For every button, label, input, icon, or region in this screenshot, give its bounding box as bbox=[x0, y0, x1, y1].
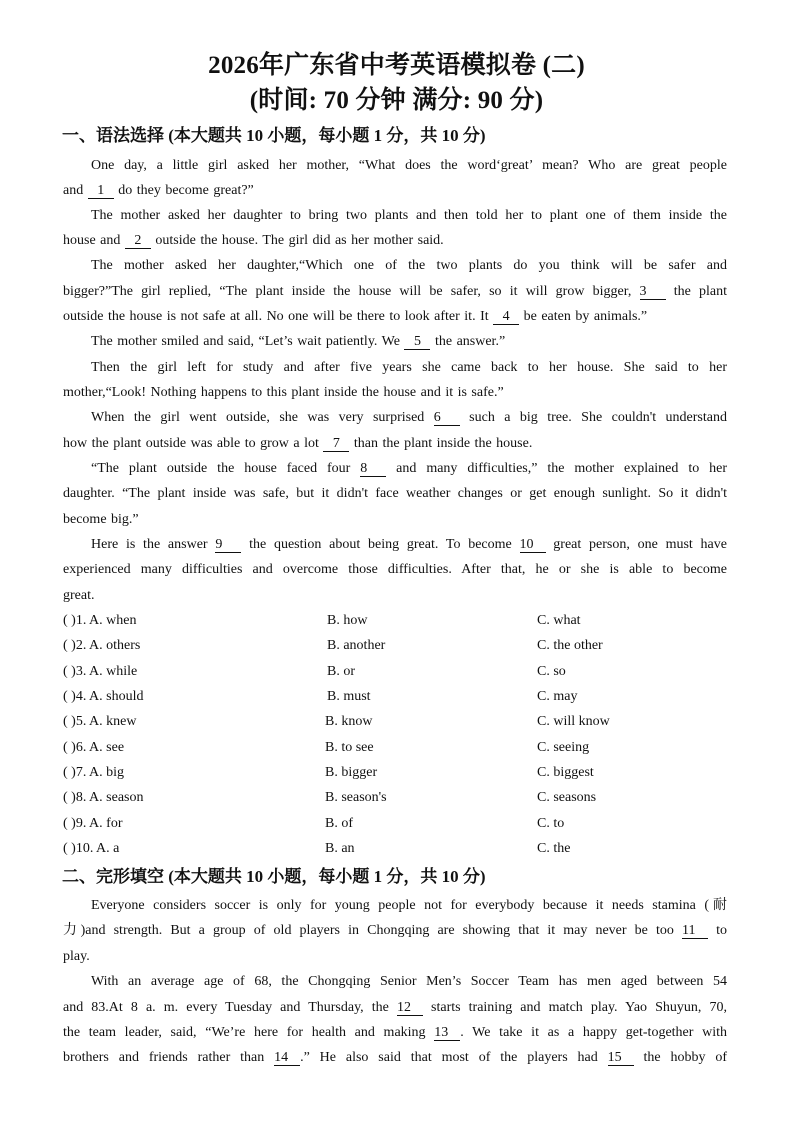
option-c: C. may bbox=[537, 689, 578, 704]
section2-heading: 二、完形填空 (本大题共 10 小题，每小题 1 分，共 10 分) bbox=[62, 867, 486, 886]
blank-7: 7 bbox=[323, 436, 349, 452]
blank-2: 2 bbox=[125, 233, 151, 249]
option-a: ( )6. A. see bbox=[63, 740, 125, 755]
passage1-line: how the plant outside was able to grow a lot 7 than the plant inside the house. bbox=[63, 436, 533, 451]
option-c: C. biggest bbox=[537, 765, 594, 780]
passage1-line: outside the house is not safe at all. No one will be there to look after it. It 4 be eaten by animals.” bbox=[63, 309, 648, 324]
passage1-line: “The plant outside the house faced four 8 and many difficulties,” the mother explained to her bbox=[91, 461, 728, 476]
passage2-line: play. bbox=[63, 949, 90, 964]
option-a: ( )2. A. others bbox=[63, 638, 141, 653]
passage1-line: become big.” bbox=[63, 512, 139, 527]
option-b: B. season's bbox=[325, 790, 387, 805]
option-b: B. of bbox=[325, 816, 353, 831]
blank-13: 13 bbox=[434, 1025, 460, 1041]
blank-6: 6 bbox=[434, 410, 460, 426]
blank-10: 10 bbox=[520, 537, 546, 553]
blank-15: 15 bbox=[608, 1050, 634, 1066]
passage1-line: Here is the answer 9 the question about being great. To become 10 great person, one must have bbox=[91, 537, 727, 552]
passage1-line: The mother asked her daughter,“Which one of the two plants do you think will be safer and bbox=[91, 258, 727, 273]
option-a: ( )10. A. a bbox=[63, 841, 120, 856]
passage2-line: With an average age of 68, the Chongqing Senior Men’s Soccer Team has men aged between 54 bbox=[91, 974, 727, 989]
blank-14: 14 bbox=[274, 1050, 300, 1066]
passage1-line: Then the girl left for study and after five years she came back to her house. She said to her bbox=[91, 360, 727, 375]
option-c: C. to bbox=[537, 816, 565, 831]
passage1-line: daughter. “The plant inside was safe, but it didn't face weather changes or get enough sunlight. So it didn't bbox=[63, 486, 727, 501]
passage2-line: brothers and friends rather than 14 .” He also said that most of the players had 15 the hobby of bbox=[63, 1050, 727, 1065]
option-a: ( )5. A. knew bbox=[63, 714, 137, 729]
option-c: C. the other bbox=[537, 638, 603, 653]
passage1-line: mother,“Look! Nothing happens to this plant inside the house and it is safe.” bbox=[63, 385, 504, 400]
exam-title: 2026年广东省中考英语模拟卷 (二) bbox=[208, 52, 585, 79]
blank-3: 3 bbox=[640, 284, 666, 300]
option-b: B. an bbox=[325, 841, 355, 856]
passage1-line: great. bbox=[63, 588, 95, 603]
passage2-line: and 83.At 8 a. m. every Tuesday and Thursday, the 12 starts training and match play. Yao Shuyun, 70, bbox=[63, 1000, 727, 1015]
passage1-line: house and 2 outside the house. The girl did as her mother said. bbox=[63, 233, 444, 248]
blank-11: 11 bbox=[682, 923, 708, 939]
blank-4: 4 bbox=[493, 309, 519, 325]
passage1-line: bigger?”The girl replied, “The plant inside the house will be safer, so it will grow bigger, 3 the plant bbox=[63, 284, 727, 299]
option-c: C. seeing bbox=[537, 740, 590, 755]
blank-5: 5 bbox=[404, 334, 430, 350]
passage1-line: The mother smiled and said, “Let’s wait patiently. We 5 the answer.” bbox=[91, 334, 506, 349]
passage1-line: When the girl went outside, she was very surprised 6 such a big tree. She couldn't understand bbox=[91, 410, 727, 425]
passage2-line: Everyone considers soccer is only for young people not for everybody because it needs stamina (耐 bbox=[91, 898, 727, 913]
exam-subtitle: (时间: 70 分钟 满分: 90 分) bbox=[249, 87, 544, 114]
option-b: B. bigger bbox=[325, 765, 378, 780]
option-c: C. what bbox=[537, 613, 581, 628]
option-c: C. so bbox=[537, 664, 566, 679]
passage1-line: The mother asked her daughter to bring two plants and then told her to plant one of them inside the bbox=[91, 208, 727, 223]
option-c: C. will know bbox=[537, 714, 610, 729]
passage1-line: One day, a little girl asked her mother, “What does the word‘great’ mean? Who are great people bbox=[91, 158, 727, 173]
option-a: ( )4. A. should bbox=[63, 689, 144, 704]
blank-12: 12 bbox=[397, 1000, 423, 1016]
blank-8: 8 bbox=[360, 461, 386, 477]
option-b: B. know bbox=[325, 714, 373, 729]
option-c: C. the bbox=[537, 841, 571, 856]
blank-1: 1 bbox=[88, 183, 114, 199]
option-b: B. another bbox=[327, 638, 386, 653]
passage1-line: and 1 do they become great?” bbox=[63, 183, 254, 198]
passage2-line: the team leader, said, “We’re here for health and making 13 . We take it as a happy get-together with bbox=[63, 1025, 728, 1040]
passage2-line: 力)and strength. But a group of old players in Chongqing are showing that it may never be too 11 to bbox=[63, 923, 727, 938]
option-b: B. how bbox=[327, 613, 368, 628]
option-b: B. must bbox=[327, 689, 371, 704]
blank-9: 9 bbox=[215, 537, 241, 553]
option-a: ( )7. A. big bbox=[63, 765, 125, 780]
section1-heading: 一、语法选择 (本大题共 10 小题，每小题 1 分，共 10 分) bbox=[62, 126, 486, 145]
option-c: C. seasons bbox=[537, 790, 597, 805]
option-b: B. to see bbox=[325, 740, 374, 755]
passage1-line: experienced many difficulties and overcome those difficulties. After that, he or she is able to become bbox=[63, 562, 727, 577]
option-a: ( )3. A. while bbox=[63, 664, 138, 679]
option-b: B. or bbox=[327, 664, 355, 679]
option-a: ( )1. A. when bbox=[63, 613, 137, 628]
option-a: ( )8. A. season bbox=[63, 790, 144, 805]
option-a: ( )9. A. for bbox=[63, 816, 123, 831]
